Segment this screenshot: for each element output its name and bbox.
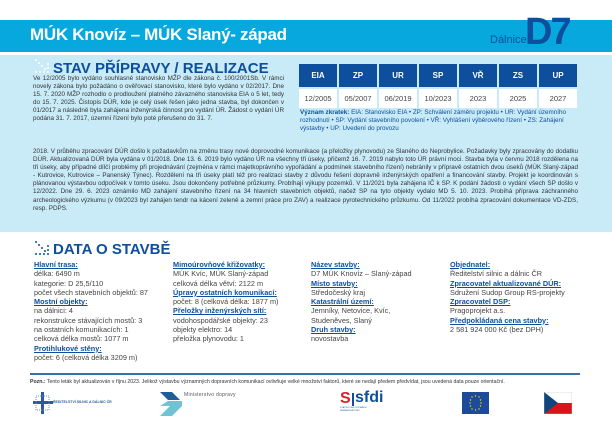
milestone-date: 2023 (459, 87, 497, 108)
data-label: Mimoúrovňové křižovatky: (173, 260, 266, 269)
sfdi-divider (352, 393, 354, 406)
milestone-code: EIA (299, 64, 337, 87)
rsd-emblem-icon (33, 392, 53, 414)
data-label: Protihlukové stěny: (34, 343, 102, 353)
data-label: Mostní objekty: (34, 297, 88, 307)
data-label: Druh stavby: (311, 325, 356, 335)
data-label: Zpracovatel DSP: (450, 297, 511, 307)
sfdi-name: sfdi (355, 389, 384, 406)
md-name: Ministerstvo dopravy (184, 392, 236, 398)
eu-flag-icon (462, 392, 489, 414)
data-value: D7 MÚK Knovíz – Slaný-západ (311, 269, 412, 279)
page-title: MÚK Knovíz – MÚK Slaný- západ (30, 25, 287, 44)
milestone-date: 12/2005 (299, 87, 337, 108)
milestone-header-row (299, 64, 577, 87)
status-text-part2: 2018. V průběhu zpracování DÚR došlo k požadavkům na změnu trasy nové doprovodné komunikace (a přeložky plynovodu) ze Slaného do Neprobylice. Požadavky byly zpracovány do dodatku DÚR. Aktualizovaná DÚR byla vydána v 01/2018. Dne 13. 6. 2019 bylo vydáno ÚR na všechny tři úseky, přičemž 16. 7. 2019 nabylo toto ÚR právní moci. Stavba byla v červnu 2018 rozdělena na tři úseky, aby případné dílčí problémy při projednávání (zejména v rámci majetkoprávního vypořádání a podmínek stavebního řízení) nebránily v přípravě ostatních dvou úseků (MÚK Slaný-západ - Kutrovice, Kutrovice – Panenský Týnec). Rozdělení na tři úseky platí též pro realizaci stavby z důvodu řešení dopravně inženýrských opatření a financování stavby. Projekt je koordinován s plánovanou výstavbou odpočívek v tomto úseku. Jsou dokončeny potřebné průzkumy. Probíhají výkupy pozemků. V 11/2021 byla zahájena IČ k SP. K podání žádosti o vydání všech SP došlo v 12/2022. Dne 29. 6. 2023 oznámilo MD zahájení stavebního řízení na 34 hlavních stavebních objektů, načež SP na tyto objekty vydalo MD 5. 10. 2023. Probíhá příprava záchranného archeologického výzkumu (v 09/2023 byl zahájen tendr na kácení zeleně a zemní práce pro ZAV) a realizace pyrotechnického průzkumu. Od 11/2022 probíhá zpracování dokumentace VD-ZDS, resp. PDPS. (33, 148, 578, 212)
data-value: na ostatních komunikacích: 1 (34, 325, 129, 335)
data-value: celková délka mostů: 1077 m (34, 334, 129, 344)
note-label: Pozn.: (30, 379, 46, 385)
sfdi-s-icon: S (340, 390, 351, 407)
data-value: počet všech stavebních objektů: 87 (34, 287, 148, 297)
footer-divider (30, 373, 580, 375)
milestone-date: 06/2019 (379, 87, 417, 108)
data-value: Pragoprojekt a.s. (450, 306, 506, 316)
data-value: počet: 8 (celková délka: 1877 m) (173, 297, 279, 307)
data-label: Název stavby: (311, 260, 360, 269)
data-label: Zpracovatel aktualizované DÚR: (450, 278, 562, 288)
rsd-logo (33, 392, 133, 414)
data-title: DATA O STAVBĚ (53, 241, 171, 258)
sfdi-subtitle: STÁTNÍ FOND DOPRAVNÍ INFRASTRUKTURY (340, 407, 367, 412)
data-value: Studeněves, Slaný (311, 315, 372, 325)
highway-prefix: Dálnice (490, 34, 527, 46)
data-value: novostavba (311, 334, 349, 344)
milestone-code: UP (539, 64, 577, 87)
data-label: Úpravy ostatních komunikací: (173, 287, 277, 297)
data-value: objekty elektro: 14 (173, 325, 233, 335)
abbreviation-legend (300, 109, 580, 133)
milestone-code: UR (379, 64, 417, 87)
highway-code: D7 (525, 11, 570, 53)
data-value: Ředitelství silnic a dálnic ČR (450, 269, 543, 279)
cz-flag (544, 392, 572, 414)
milestone-date: 2027 (539, 87, 577, 108)
data-value: vodohospodářské objekty: 23 (173, 315, 268, 325)
data-value: délka: 6490 m (34, 269, 80, 279)
data-label: Předpokládaná cena stavby: (450, 315, 549, 325)
sfdi-logo (340, 389, 390, 416)
milestone-date: 05/2007 (339, 87, 377, 108)
data-value: Sdružení Sudop Group RS-projekty (450, 287, 565, 297)
data-column-2 (173, 260, 278, 344)
legend-label: Význam zkratek: (300, 109, 350, 116)
data-value: Jemníky, Netovice, Kvíc, (311, 306, 391, 316)
footer-note (30, 379, 590, 385)
md-logo (160, 392, 260, 416)
data-value: přeložka plynovodu: 1 (173, 334, 244, 344)
milestone-date-row (299, 87, 577, 108)
data-label: Místo stavby: (311, 278, 358, 288)
legend-body: EIA: Stanovisko EIA • ZP: Schválení záměru projektu • UR: Vydání územního rozhodnutí • SP: Vydání stavebního povolení • VŘ: Vyhlášení výběrového řízení • ZS: Zahájení výstavby • UP: Uvedení do provozu (300, 109, 566, 133)
milestone-code: VŘ (459, 64, 497, 87)
data-label: Přeložky inženýrských sítí: (173, 306, 267, 316)
status-title: STAV PŘÍPRAVY / REALIZACE (53, 60, 269, 77)
note-text: Tento leták byl aktualizován v říjnu 2023. Jelikož výstavbu významných dopravních komunikací ovlivňuje velké množství faktorů, které se nedají předem předvídat, jsou uvedená data pouze orientační. (45, 379, 505, 385)
milestone-table (297, 64, 579, 108)
czech-flag-icon (544, 392, 572, 414)
data-value: celková délka větví: 2122 m (173, 278, 264, 288)
data-column-4 (450, 260, 565, 334)
milestone-code: SP (419, 64, 457, 87)
rsd-name: ŘEDITELSTVÍ SILNIC A DÁLNIC ČR (53, 400, 112, 404)
milestone-code: ZS (499, 64, 537, 87)
eu-flag (462, 392, 489, 414)
milestone-date: 10/2023 (419, 87, 457, 108)
status-text-part1: Ve 12/2005 bylo vydáno souhlasné stanovisko MŽP dle zákona č. 100/2001Sb. V rámci novely zákona bylo požádáno o ověřovací stanovisko, které bylo vydáno v 02/2017. Dne 15. 7. 2020 MŽP rozhodlo o prodloužení platného závazného stanoviska EIA o 5 let, tedy do 15. 7. 2025. Čistopis DÚR, kde je celý úsek řešen jako jedna stavba, byl dokončen v 01/2017 a následně byla zahájena inženýrská činnost pro vydání ÚR. Žádost o vydání ÚR podána 31. 7. 2017, územní řízení bylo poté přerušeno do 31. 7. (33, 75, 284, 123)
data-value: 2 581 924 000 Kč (bez DPH) (450, 325, 544, 335)
data-column-3 (311, 260, 412, 344)
header-bar (0, 11, 612, 53)
md-chevron-icon (160, 392, 184, 416)
data-value: kategorie: D 25,5/110 (34, 278, 104, 288)
milestone-date: 2025 (499, 87, 537, 108)
data-value: na dálnici: 4 (34, 306, 73, 316)
milestone-code: ZP (339, 64, 377, 87)
data-column-1 (34, 260, 148, 362)
data-label: Hlavní trasa: (34, 260, 78, 269)
data-value: MÚK Kvíc, MÚK Slaný-západ (173, 269, 269, 279)
data-value: počet: 6 (celková délka 3209 m) (34, 352, 138, 362)
section-dots-icon (33, 240, 51, 256)
data-label: Katastrální území: (311, 297, 374, 307)
data-value: Středočeský kraj (311, 287, 365, 297)
section-dots-icon (33, 58, 51, 74)
data-value: rekonstrukce stávajících mostů: 3 (34, 315, 143, 325)
data-label: Objednatel: (450, 260, 491, 269)
